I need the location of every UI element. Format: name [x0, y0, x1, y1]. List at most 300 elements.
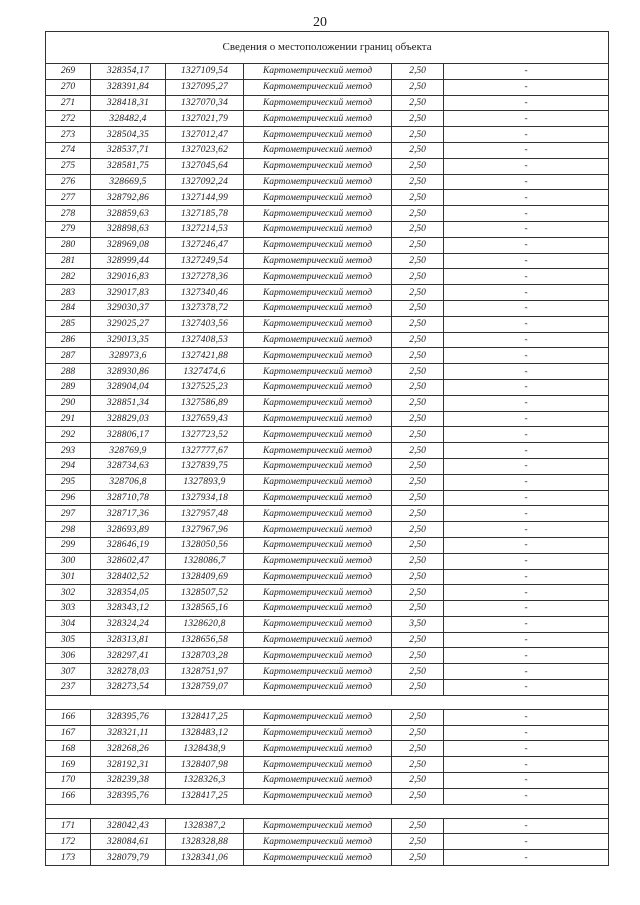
description: - [444, 237, 609, 253]
method: Картометрический метод [244, 553, 392, 569]
x-coordinate: 329017,83 [91, 285, 166, 301]
method: Картометрический метод [244, 348, 392, 364]
method: Картометрический метод [244, 206, 392, 222]
description: - [444, 348, 609, 364]
table-row [46, 601, 609, 617]
x-coordinate: 328602,47 [91, 553, 166, 569]
y-coordinate: 1327070,34 [166, 95, 244, 111]
description: - [444, 95, 609, 111]
method: Картометрический метод [244, 664, 392, 680]
y-coordinate: 1327378,72 [166, 300, 244, 316]
x-coordinate: 328969,08 [91, 237, 166, 253]
accuracy: 2,50 [392, 648, 444, 664]
table-row [46, 788, 609, 804]
point-number: 276 [46, 174, 91, 190]
method: Картометрический метод [244, 458, 392, 474]
point-number: 285 [46, 316, 91, 332]
description: - [444, 601, 609, 617]
description: - [444, 111, 609, 127]
x-coordinate: 328693,89 [91, 522, 166, 538]
y-coordinate: 1327023,62 [166, 142, 244, 158]
point-number: 301 [46, 569, 91, 585]
point-number: 305 [46, 632, 91, 648]
y-coordinate: 1327012,47 [166, 127, 244, 143]
point-number: 279 [46, 221, 91, 237]
y-coordinate: 1327934,18 [166, 490, 244, 506]
table-row [46, 850, 609, 866]
point-number: 173 [46, 850, 91, 866]
y-coordinate: 1328565,16 [166, 601, 244, 617]
y-coordinate: 1328417,25 [166, 709, 244, 725]
y-coordinate: 1328751,97 [166, 664, 244, 680]
y-coordinate: 1327408,53 [166, 332, 244, 348]
method: Картометрический метод [244, 569, 392, 585]
accuracy: 2,50 [392, 741, 444, 757]
method: Картометрический метод [244, 680, 392, 696]
table-row [46, 490, 609, 506]
y-coordinate: 1328326,3 [166, 773, 244, 789]
point-number: 275 [46, 158, 91, 174]
accuracy: 2,50 [392, 269, 444, 285]
method: Картометрический метод [244, 142, 392, 158]
table-row [46, 395, 609, 411]
y-coordinate: 1327421,88 [166, 348, 244, 364]
y-coordinate: 1328620,8 [166, 616, 244, 632]
x-coordinate: 329030,37 [91, 300, 166, 316]
x-coordinate: 328769,9 [91, 443, 166, 459]
point-number: 292 [46, 427, 91, 443]
y-coordinate: 1328483,12 [166, 725, 244, 741]
table-row [46, 111, 609, 127]
y-coordinate: 1328050,56 [166, 537, 244, 553]
table-row [46, 616, 609, 632]
accuracy: 2,50 [392, 788, 444, 804]
table-row [46, 206, 609, 222]
table-row [46, 348, 609, 364]
description: - [444, 79, 609, 95]
x-coordinate: 328321,11 [91, 725, 166, 741]
method: Картометрический метод [244, 316, 392, 332]
point-number: 307 [46, 664, 91, 680]
x-coordinate: 328537,71 [91, 142, 166, 158]
table-row [46, 427, 609, 443]
accuracy: 3,50 [392, 616, 444, 632]
point-number: 278 [46, 206, 91, 222]
x-coordinate: 328354,17 [91, 64, 166, 80]
y-coordinate: 1328086,7 [166, 553, 244, 569]
x-coordinate: 329016,83 [91, 269, 166, 285]
x-coordinate: 329013,35 [91, 332, 166, 348]
accuracy: 2,50 [392, 569, 444, 585]
point-number: 274 [46, 142, 91, 158]
accuracy: 2,50 [392, 64, 444, 80]
description: - [444, 664, 609, 680]
table-row [46, 818, 609, 834]
x-coordinate: 328792,86 [91, 190, 166, 206]
boundary-table-body [46, 32, 609, 866]
point-number: 168 [46, 741, 91, 757]
description: - [444, 316, 609, 332]
point-number: 294 [46, 458, 91, 474]
point-number: 273 [46, 127, 91, 143]
accuracy: 2,50 [392, 190, 444, 206]
accuracy: 2,50 [392, 773, 444, 789]
x-coordinate: 328042,43 [91, 818, 166, 834]
description: - [444, 834, 609, 850]
table-row [46, 269, 609, 285]
table-row [46, 316, 609, 332]
y-coordinate: 1327474,6 [166, 364, 244, 380]
x-coordinate: 329025,27 [91, 316, 166, 332]
method: Картометрический метод [244, 757, 392, 773]
x-coordinate: 328669,5 [91, 174, 166, 190]
point-number: 169 [46, 757, 91, 773]
description: - [444, 490, 609, 506]
y-coordinate: 1327893,9 [166, 474, 244, 490]
page-number: 20 [313, 15, 327, 30]
description: - [444, 443, 609, 459]
x-coordinate: 328999,44 [91, 253, 166, 269]
x-coordinate: 328391,84 [91, 79, 166, 95]
point-number: 281 [46, 253, 91, 269]
method: Картометрический метод [244, 773, 392, 789]
accuracy: 2,50 [392, 850, 444, 866]
description: - [444, 648, 609, 664]
method: Картометрический метод [244, 111, 392, 127]
y-coordinate: 1327525,23 [166, 379, 244, 395]
table-row [46, 190, 609, 206]
y-coordinate: 1328417,25 [166, 788, 244, 804]
y-coordinate: 1327403,56 [166, 316, 244, 332]
table-row [46, 95, 609, 111]
table-row [46, 332, 609, 348]
accuracy: 2,50 [392, 253, 444, 269]
table-row [46, 569, 609, 585]
point-number: 166 [46, 788, 91, 804]
description: - [444, 537, 609, 553]
boundary-table [45, 31, 609, 866]
table-row [46, 285, 609, 301]
accuracy: 2,50 [392, 174, 444, 190]
description: - [444, 553, 609, 569]
x-coordinate: 328930,86 [91, 364, 166, 380]
point-number: 296 [46, 490, 91, 506]
x-coordinate: 328581,75 [91, 158, 166, 174]
description: - [444, 474, 609, 490]
method: Картометрический метод [244, 632, 392, 648]
table-row [46, 127, 609, 143]
x-coordinate: 328268,26 [91, 741, 166, 757]
x-coordinate: 328343,12 [91, 601, 166, 617]
method: Картометрический метод [244, 332, 392, 348]
table-title-row [46, 32, 609, 64]
x-coordinate: 328482,4 [91, 111, 166, 127]
table-row [46, 834, 609, 850]
method: Картометрический метод [244, 725, 392, 741]
table-row [46, 364, 609, 380]
x-coordinate: 328354,05 [91, 585, 166, 601]
method: Картометрический метод [244, 395, 392, 411]
accuracy: 2,50 [392, 725, 444, 741]
accuracy: 2,50 [392, 757, 444, 773]
table-row [46, 709, 609, 725]
y-coordinate: 1327967,96 [166, 522, 244, 538]
method: Картометрический метод [244, 237, 392, 253]
point-number: 290 [46, 395, 91, 411]
method: Картометрический метод [244, 506, 392, 522]
method: Картометрический метод [244, 158, 392, 174]
x-coordinate: 328084,61 [91, 834, 166, 850]
accuracy: 2,50 [392, 411, 444, 427]
x-coordinate: 328734,63 [91, 458, 166, 474]
description: - [444, 850, 609, 866]
method: Картометрический метод [244, 127, 392, 143]
description: - [444, 773, 609, 789]
point-number: 306 [46, 648, 91, 664]
y-coordinate: 1328656,58 [166, 632, 244, 648]
table-row [46, 648, 609, 664]
x-coordinate: 328079,79 [91, 850, 166, 866]
point-number: 171 [46, 818, 91, 834]
x-coordinate: 328395,76 [91, 709, 166, 725]
x-coordinate: 328278,03 [91, 664, 166, 680]
y-coordinate: 1327185,78 [166, 206, 244, 222]
accuracy: 2,50 [392, 364, 444, 380]
point-number: 293 [46, 443, 91, 459]
method: Картометрический метод [244, 788, 392, 804]
accuracy: 2,50 [392, 395, 444, 411]
section-separator-row [46, 695, 609, 709]
accuracy: 2,50 [392, 79, 444, 95]
description: - [444, 190, 609, 206]
table-row [46, 773, 609, 789]
y-coordinate: 1327109,54 [166, 64, 244, 80]
table-row [46, 741, 609, 757]
method: Картометрический метод [244, 616, 392, 632]
table-row [46, 522, 609, 538]
point-number: 289 [46, 379, 91, 395]
y-coordinate: 1327095,27 [166, 79, 244, 95]
table-row [46, 537, 609, 553]
y-coordinate: 1328341,06 [166, 850, 244, 866]
point-number: 282 [46, 269, 91, 285]
x-coordinate: 328859,63 [91, 206, 166, 222]
description: - [444, 757, 609, 773]
x-coordinate: 328395,76 [91, 788, 166, 804]
point-number: 283 [46, 285, 91, 301]
y-coordinate: 1327249,54 [166, 253, 244, 269]
y-coordinate: 1327278,36 [166, 269, 244, 285]
description: - [444, 632, 609, 648]
x-coordinate: 328273,54 [91, 680, 166, 696]
method: Картометрический метод [244, 709, 392, 725]
method: Картометрический метод [244, 411, 392, 427]
point-number: 297 [46, 506, 91, 522]
description: - [444, 285, 609, 301]
table-row [46, 553, 609, 569]
y-coordinate: 1327045,64 [166, 158, 244, 174]
y-coordinate: 1327659,43 [166, 411, 244, 427]
section-separator-row [46, 804, 609, 818]
accuracy: 2,50 [392, 443, 444, 459]
x-coordinate: 328297,41 [91, 648, 166, 664]
description: - [444, 221, 609, 237]
y-coordinate: 1328387,2 [166, 818, 244, 834]
table-row [46, 680, 609, 696]
x-coordinate: 328706,8 [91, 474, 166, 490]
accuracy: 2,50 [392, 490, 444, 506]
x-coordinate: 328239,38 [91, 773, 166, 789]
description: - [444, 741, 609, 757]
point-number: 284 [46, 300, 91, 316]
description: - [444, 709, 609, 725]
point-number: 287 [46, 348, 91, 364]
table-row [46, 79, 609, 95]
x-coordinate: 328806,17 [91, 427, 166, 443]
method: Картометрический метод [244, 474, 392, 490]
x-coordinate: 328504,35 [91, 127, 166, 143]
y-coordinate: 1327214,53 [166, 221, 244, 237]
description: - [444, 64, 609, 80]
table-row [46, 725, 609, 741]
description: - [444, 142, 609, 158]
method: Картометрический метод [244, 79, 392, 95]
accuracy: 2,50 [392, 206, 444, 222]
method: Картометрический метод [244, 850, 392, 866]
accuracy: 2,50 [392, 458, 444, 474]
x-coordinate: 328717,36 [91, 506, 166, 522]
method: Картометрический метод [244, 300, 392, 316]
table-row [46, 411, 609, 427]
description: - [444, 427, 609, 443]
point-number: 291 [46, 411, 91, 427]
accuracy: 2,50 [392, 332, 444, 348]
description: - [444, 616, 609, 632]
method: Картометрический метод [244, 64, 392, 80]
description: - [444, 395, 609, 411]
point-number: 277 [46, 190, 91, 206]
y-coordinate: 1328507,52 [166, 585, 244, 601]
accuracy: 2,50 [392, 221, 444, 237]
accuracy: 2,50 [392, 300, 444, 316]
point-number: 237 [46, 680, 91, 696]
description: - [444, 818, 609, 834]
x-coordinate: 328898,63 [91, 221, 166, 237]
table-row [46, 158, 609, 174]
point-number: 303 [46, 601, 91, 617]
table-row [46, 253, 609, 269]
description: - [444, 269, 609, 285]
description: - [444, 506, 609, 522]
point-number: 172 [46, 834, 91, 850]
x-coordinate: 328710,78 [91, 490, 166, 506]
y-coordinate: 1327777,67 [166, 443, 244, 459]
method: Картометрический метод [244, 834, 392, 850]
description: - [444, 725, 609, 741]
x-coordinate: 328324,24 [91, 616, 166, 632]
accuracy: 2,50 [392, 506, 444, 522]
x-coordinate: 328829,03 [91, 411, 166, 427]
point-number: 170 [46, 773, 91, 789]
accuracy: 2,50 [392, 585, 444, 601]
y-coordinate: 1327246,47 [166, 237, 244, 253]
table-row [46, 64, 609, 80]
method: Картометрический метод [244, 269, 392, 285]
y-coordinate: 1328438,9 [166, 741, 244, 757]
table-row [46, 632, 609, 648]
accuracy: 2,50 [392, 522, 444, 538]
accuracy: 2,50 [392, 664, 444, 680]
accuracy: 2,50 [392, 632, 444, 648]
table-row [46, 474, 609, 490]
accuracy: 2,50 [392, 680, 444, 696]
accuracy: 2,50 [392, 834, 444, 850]
method: Картометрический метод [244, 95, 392, 111]
method: Картометрический метод [244, 522, 392, 538]
y-coordinate: 1327092,24 [166, 174, 244, 190]
y-coordinate: 1328759,07 [166, 680, 244, 696]
y-coordinate: 1327586,89 [166, 395, 244, 411]
point-number: 302 [46, 585, 91, 601]
description: - [444, 300, 609, 316]
y-coordinate: 1328328,88 [166, 834, 244, 850]
table-row [46, 142, 609, 158]
point-number: 304 [46, 616, 91, 632]
table-row [46, 237, 609, 253]
point-number: 299 [46, 537, 91, 553]
point-number: 167 [46, 725, 91, 741]
point-number: 295 [46, 474, 91, 490]
y-coordinate: 1327723,52 [166, 427, 244, 443]
method: Картометрический метод [244, 379, 392, 395]
accuracy: 2,50 [392, 127, 444, 143]
description: - [444, 411, 609, 427]
description: - [444, 253, 609, 269]
method: Картометрический метод [244, 253, 392, 269]
description: - [444, 174, 609, 190]
method: Картометрический метод [244, 818, 392, 834]
accuracy: 2,50 [392, 111, 444, 127]
point-number: 300 [46, 553, 91, 569]
method: Картометрический метод [244, 443, 392, 459]
x-coordinate: 328418,31 [91, 95, 166, 111]
point-number: 288 [46, 364, 91, 380]
description: - [444, 127, 609, 143]
method: Картометрический метод [244, 601, 392, 617]
x-coordinate: 328851,34 [91, 395, 166, 411]
method: Картометрический метод [244, 190, 392, 206]
point-number: 270 [46, 79, 91, 95]
accuracy: 2,50 [392, 709, 444, 725]
point-number: 166 [46, 709, 91, 725]
method: Картометрический метод [244, 648, 392, 664]
description: - [444, 585, 609, 601]
table-row [46, 458, 609, 474]
accuracy: 2,50 [392, 95, 444, 111]
description: - [444, 680, 609, 696]
accuracy: 2,50 [392, 379, 444, 395]
table-row [46, 664, 609, 680]
separator-cell [46, 695, 609, 709]
x-coordinate: 328192,31 [91, 757, 166, 773]
table-row [46, 506, 609, 522]
point-number: 271 [46, 95, 91, 111]
method: Картометрический метод [244, 221, 392, 237]
accuracy: 2,50 [392, 601, 444, 617]
y-coordinate: 1328409,69 [166, 569, 244, 585]
accuracy: 2,50 [392, 237, 444, 253]
table-row [46, 379, 609, 395]
